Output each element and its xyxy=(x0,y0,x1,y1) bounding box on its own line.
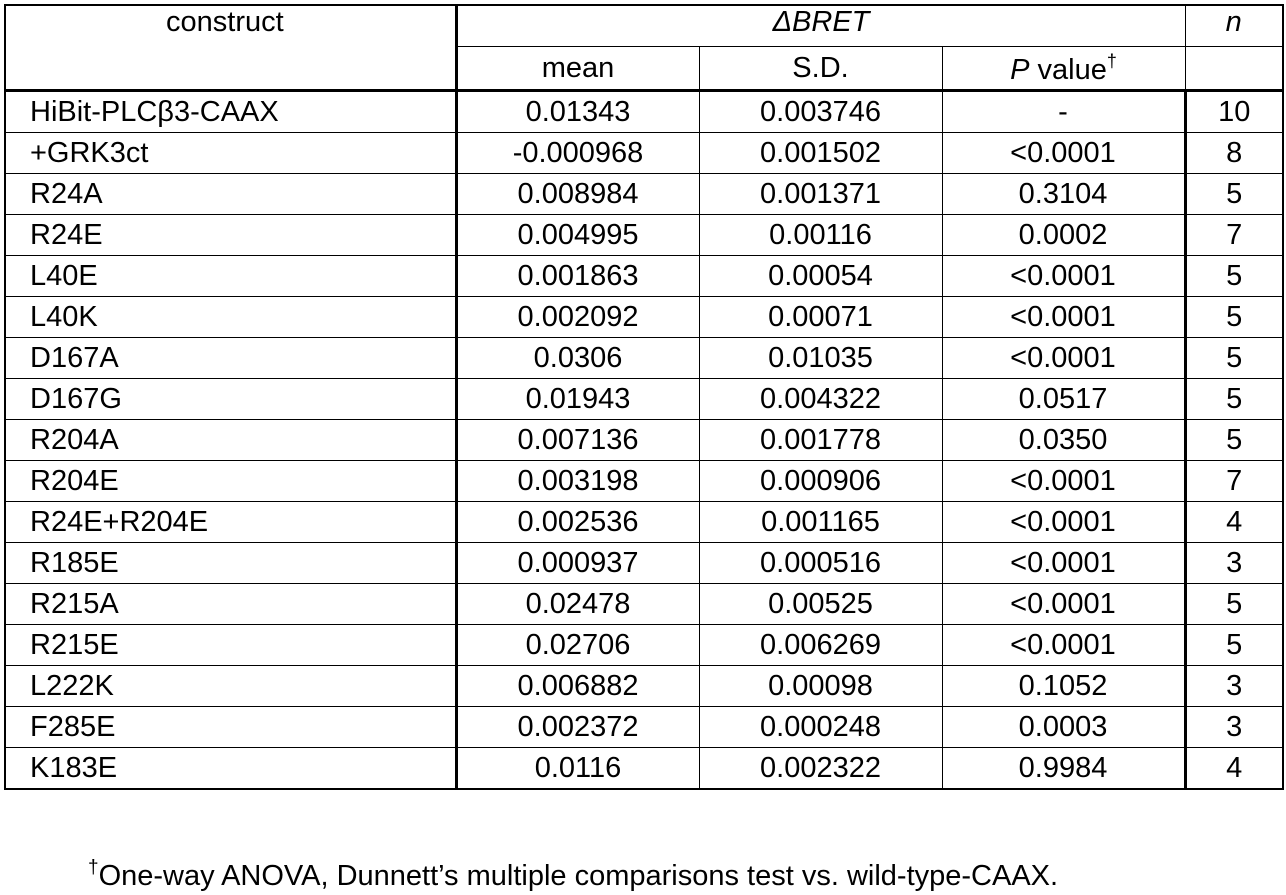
n-cell: 5 xyxy=(1185,338,1283,379)
n-cell: 7 xyxy=(1185,461,1283,502)
n-subheader-empty xyxy=(1185,47,1283,91)
p-value-cell: <0.0001 xyxy=(942,584,1185,625)
p-value-cell: <0.0001 xyxy=(942,502,1185,543)
table-body xyxy=(5,91,1283,790)
mean-cell: 0.000937 xyxy=(456,543,699,584)
mean-cell: 0.008984 xyxy=(456,174,699,215)
table-row xyxy=(5,379,1283,420)
construct-cell: R204A xyxy=(5,420,456,461)
construct-cell: +GRK3ct xyxy=(5,133,456,174)
results-table-wrapper xyxy=(4,4,1282,790)
construct-cell: L40E xyxy=(5,256,456,297)
table-row xyxy=(5,666,1283,707)
p-value-cell: - xyxy=(942,91,1185,133)
header-row-1 xyxy=(5,5,1283,47)
construct-cell: R215E xyxy=(5,625,456,666)
p-value-cell: <0.0001 xyxy=(942,625,1185,666)
mean-cell: 0.001863 xyxy=(456,256,699,297)
p-value-cell: <0.0001 xyxy=(942,461,1185,502)
p-value-cell: 0.9984 xyxy=(942,748,1185,790)
p-value-cell: 0.0350 xyxy=(942,420,1185,461)
sd-cell: 0.01035 xyxy=(699,338,942,379)
p-value-cell: 0.1052 xyxy=(942,666,1185,707)
table-row xyxy=(5,338,1283,379)
mean-cell: 0.02706 xyxy=(456,625,699,666)
construct-cell: R215A xyxy=(5,584,456,625)
table-row xyxy=(5,174,1283,215)
p-value-cell: <0.0001 xyxy=(942,543,1185,584)
footnote-text: One-way ANOVA, Dunnett’s multiple comparisons test vs. wild-type-CAAX. xyxy=(98,860,1059,892)
p-value-cell: 0.0003 xyxy=(942,707,1185,748)
p-symbol: P xyxy=(1010,53,1030,86)
table-row xyxy=(5,133,1283,174)
construct-cell: HiBit-PLCβ3-CAAX xyxy=(5,91,456,133)
p-value-cell: <0.0001 xyxy=(942,338,1185,379)
mean-cell: 0.002092 xyxy=(456,297,699,338)
sd-cell: 0.001165 xyxy=(699,502,942,543)
n-cell: 5 xyxy=(1185,625,1283,666)
mean-cell: 0.0306 xyxy=(456,338,699,379)
mean-cell: 0.002372 xyxy=(456,707,699,748)
n-cell: 10 xyxy=(1185,91,1283,133)
mean-cell: 0.01343 xyxy=(456,91,699,133)
p-value-cell: <0.0001 xyxy=(942,256,1185,297)
construct-cell: F285E xyxy=(5,707,456,748)
mean-cell: 0.007136 xyxy=(456,420,699,461)
n-cell: 7 xyxy=(1185,215,1283,256)
p-value-cell: 0.0517 xyxy=(942,379,1185,420)
n-cell: 3 xyxy=(1185,707,1283,748)
sd-cell: 0.00054 xyxy=(699,256,942,297)
p-value-cell: 0.0002 xyxy=(942,215,1185,256)
sd-cell: 0.003746 xyxy=(699,91,942,133)
sd-cell: 0.000516 xyxy=(699,543,942,584)
p-value-cell: <0.0001 xyxy=(942,297,1185,338)
dagger-mark: † xyxy=(1106,50,1117,71)
footnote-dagger: † xyxy=(88,857,99,878)
sd-cell: 0.001502 xyxy=(699,133,942,174)
n-cell: 3 xyxy=(1185,543,1283,584)
sd-column-header: S.D. xyxy=(699,47,942,91)
bret-results-table xyxy=(4,4,1284,790)
n-cell: 3 xyxy=(1185,666,1283,707)
table-row xyxy=(5,297,1283,338)
table-row xyxy=(5,625,1283,666)
n-cell: 5 xyxy=(1185,256,1283,297)
table-row xyxy=(5,584,1283,625)
table-row xyxy=(5,748,1283,790)
delta-bret-group-header: ΔBRET xyxy=(456,5,1185,47)
construct-cell: D167G xyxy=(5,379,456,420)
p-value-label: value xyxy=(1029,53,1107,86)
table-row xyxy=(5,461,1283,502)
p-value-column-header xyxy=(942,47,1185,91)
table-row xyxy=(5,91,1283,133)
n-cell: 5 xyxy=(1185,379,1283,420)
table-row xyxy=(5,215,1283,256)
n-cell: 4 xyxy=(1185,502,1283,543)
sd-cell: 0.001778 xyxy=(699,420,942,461)
mean-column-header: mean xyxy=(456,47,699,91)
n-cell: 5 xyxy=(1185,584,1283,625)
footnote xyxy=(88,857,1058,893)
sd-cell: 0.00116 xyxy=(699,215,942,256)
mean-cell: 0.01943 xyxy=(456,379,699,420)
mean-cell: 0.0116 xyxy=(456,748,699,790)
sd-cell: 0.004322 xyxy=(699,379,942,420)
mean-cell: 0.006882 xyxy=(456,666,699,707)
sd-cell: 0.00071 xyxy=(699,297,942,338)
mean-cell: -0.000968 xyxy=(456,133,699,174)
sd-cell: 0.00098 xyxy=(699,666,942,707)
n-cell: 5 xyxy=(1185,420,1283,461)
mean-cell: 0.004995 xyxy=(456,215,699,256)
construct-cell: R24E+R204E xyxy=(5,502,456,543)
n-cell: 5 xyxy=(1185,174,1283,215)
construct-cell: R24A xyxy=(5,174,456,215)
mean-cell: 0.002536 xyxy=(456,502,699,543)
mean-cell: 0.003198 xyxy=(456,461,699,502)
construct-cell: D167A xyxy=(5,338,456,379)
n-column-header: n xyxy=(1185,5,1283,47)
mean-cell: 0.02478 xyxy=(456,584,699,625)
table-row xyxy=(5,502,1283,543)
construct-cell: R204E xyxy=(5,461,456,502)
sd-cell: 0.006269 xyxy=(699,625,942,666)
sd-cell: 0.000906 xyxy=(699,461,942,502)
sd-cell: 0.002322 xyxy=(699,748,942,790)
sd-cell: 0.00525 xyxy=(699,584,942,625)
construct-cell: R185E xyxy=(5,543,456,584)
construct-cell: R24E xyxy=(5,215,456,256)
n-cell: 4 xyxy=(1185,748,1283,790)
sd-cell: 0.000248 xyxy=(699,707,942,748)
table-row xyxy=(5,256,1283,297)
construct-cell: K183E xyxy=(5,748,456,790)
table-row xyxy=(5,420,1283,461)
n-cell: 8 xyxy=(1185,133,1283,174)
table-row xyxy=(5,707,1283,748)
p-value-cell: <0.0001 xyxy=(942,133,1185,174)
n-cell: 5 xyxy=(1185,297,1283,338)
sd-cell: 0.001371 xyxy=(699,174,942,215)
construct-cell: L222K xyxy=(5,666,456,707)
construct-column-header: construct xyxy=(5,5,456,91)
construct-cell: L40K xyxy=(5,297,456,338)
table-row xyxy=(5,543,1283,584)
p-value-cell: 0.3104 xyxy=(942,174,1185,215)
